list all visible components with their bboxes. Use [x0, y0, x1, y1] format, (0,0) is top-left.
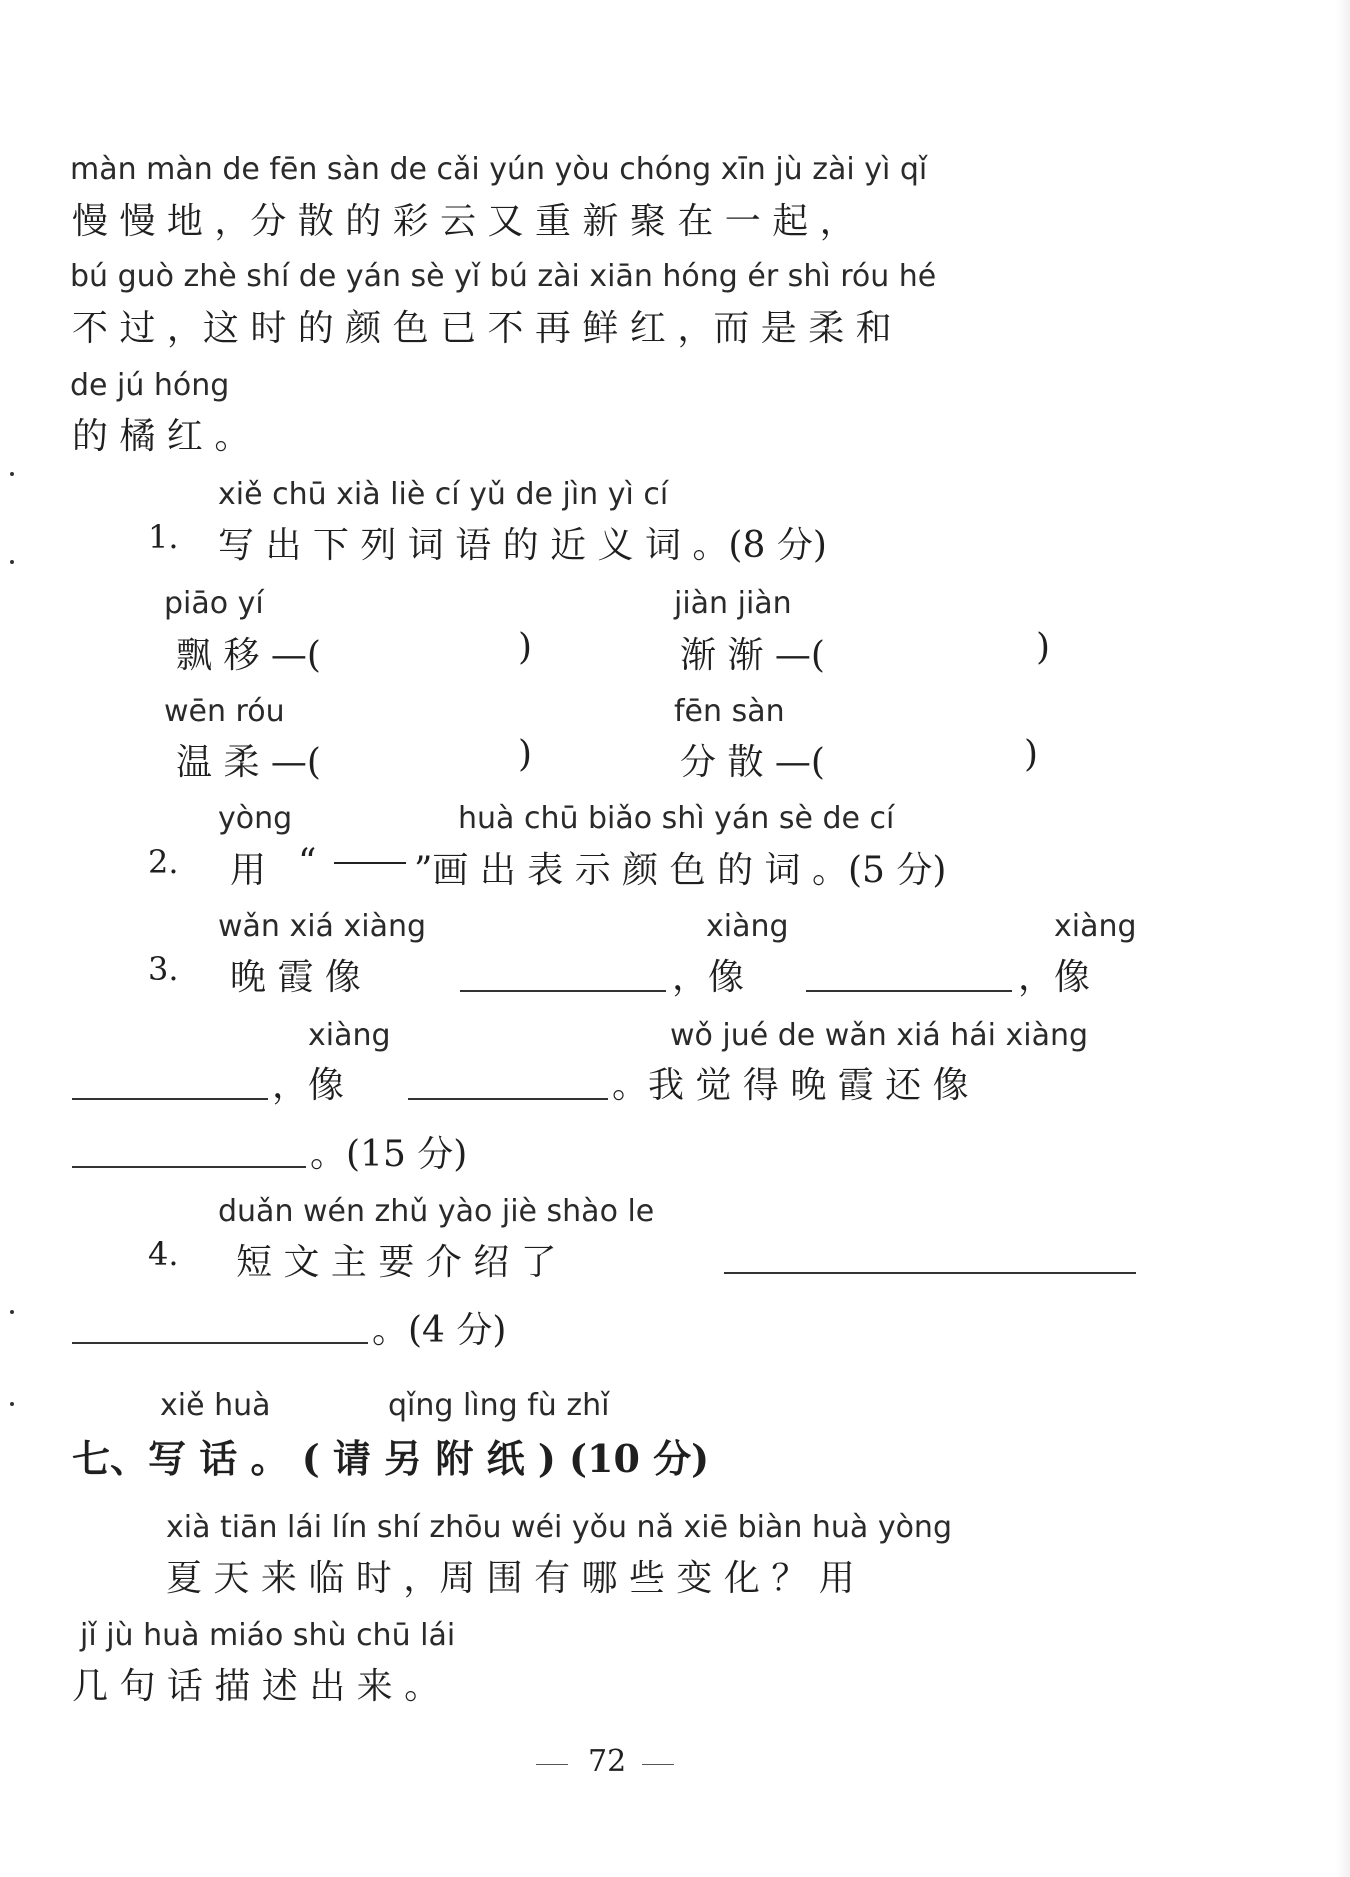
q1-item4-close: ): [1024, 734, 1039, 775]
q1-item2-close: ): [1036, 627, 1051, 668]
section7-pinyin-a: xiě huà: [160, 1388, 271, 1423]
q4-number: 4.: [148, 1235, 179, 1273]
margin-mark: [10, 1310, 14, 1314]
q1-item3-text: 温 柔 —(: [176, 742, 321, 783]
q3-pinyin-b: xiàng: [706, 909, 789, 944]
q3-sep-3: ，像: [272, 1065, 345, 1106]
page-number-dash-left: [536, 1764, 568, 1765]
q3-blank-5[interactable]: [72, 1166, 306, 1168]
q3-pinyin-e: wǒ jué de wǎn xiá hái xiàng: [670, 1018, 1089, 1053]
q2-text-c: ”画 出 表 示 颜 色 的 词 。(5 分): [414, 850, 947, 891]
underline-symbol: [334, 862, 406, 864]
q2-pinyin-b: huà chū biǎo shì yán sè de cí: [458, 801, 895, 836]
q2-pinyin-a: yòng: [218, 801, 293, 836]
q4-blank-1[interactable]: [724, 1272, 1136, 1274]
q1-item1-close: ): [518, 627, 533, 668]
q1-item2-pinyin: jiàn jiàn: [674, 586, 792, 621]
q4-end: 。(4 分): [372, 1310, 507, 1351]
page-number-dash-right: [642, 1764, 674, 1765]
q1-item1-pinyin: piāo yí: [164, 586, 264, 621]
section7-line1-text: 夏 天 来 临 时 ，周 围 有 哪 些 变 化 ？ 用: [166, 1558, 855, 1599]
section7-line2-text: 几 句 话 描 述 出 来 。: [72, 1666, 441, 1707]
passage-line2-pinyin: bú guò zhè shí de yán sè yǐ bú zài xiān hóng ér shì róu hé: [70, 259, 937, 294]
q4-pinyin: duǎn wén zhǔ yào jiè shào le: [218, 1194, 655, 1229]
q3-sep-1: ，像: [672, 957, 745, 998]
q3-pinyin-d: xiàng: [308, 1018, 391, 1053]
q3-pinyin-a: wǎn xiá xiàng: [218, 909, 427, 944]
page-number: 72: [588, 1744, 627, 1779]
q2-text-a: 用: [230, 850, 267, 891]
q3-end: 。(15 分): [310, 1134, 468, 1175]
q1-prompt: 写 出 下 列 词 语 的 近 义 词 。(8 分): [218, 525, 827, 566]
section7-heading: 七、写 话 。 ( 请 另 附 纸 ) (10 分): [72, 1436, 710, 1481]
q2-text-b: “: [298, 842, 317, 883]
q3-sep-2: ，像: [1018, 957, 1091, 998]
passage-line3-text: 的 橘 红 。: [72, 416, 251, 457]
passage-line1-pinyin: màn màn de fēn sàn de cǎi yún yòu chóng xīn jù zài yì qǐ: [70, 152, 928, 187]
margin-mark: [10, 1402, 14, 1406]
margin-mark: [10, 472, 14, 476]
q3-number: 3.: [148, 950, 179, 988]
q4-prompt: 短 文 主 要 介 绍 了: [236, 1242, 557, 1283]
q3-blank-1[interactable]: [460, 990, 666, 992]
q4-blank-2[interactable]: [72, 1342, 368, 1344]
section7-pinyin-b: qǐng lìng fù zhǐ: [388, 1388, 610, 1423]
q1-item4-text: 分 散 —(: [680, 742, 825, 783]
q3-pinyin-c: xiàng: [1054, 909, 1137, 944]
q3-blank-4[interactable]: [408, 1098, 608, 1100]
q2-number: 2.: [148, 843, 179, 881]
q1-number: 1.: [148, 518, 179, 556]
section7-line1-pinyin: xià tiān lái lín shí zhōu wéi yǒu nǎ xiē biàn huà yòng: [166, 1510, 952, 1545]
q3-text-a: 晚 霞 像: [230, 957, 361, 998]
q3-blank-3[interactable]: [72, 1098, 268, 1100]
q3-blank-2[interactable]: [806, 990, 1012, 992]
q1-item2-text: 渐 渐 —(: [680, 635, 825, 676]
margin-mark: [10, 560, 14, 564]
passage-line3-pinyin: de jú hóng: [70, 368, 230, 403]
q1-item4-pinyin: fēn sàn: [674, 694, 785, 729]
section7-line2-pinyin: jǐ jù huà miáo shù chū lái: [80, 1618, 456, 1653]
q1-item3-close: ): [518, 734, 533, 775]
passage-line1-text: 慢 慢 地 ，分 散 的 彩 云 又 重 新 聚 在 一 起 ，: [72, 201, 856, 242]
q3-sep-4: 。我 觉 得 晚 霞 还 像: [612, 1065, 969, 1106]
passage-line2-text: 不 过 ，这 时 的 颜 色 已 不 再 鲜 红 ，而 是 柔 和: [72, 308, 892, 349]
page-edge-shadow: [1336, 0, 1350, 1877]
q1-item1-text: 飘 移 —(: [176, 635, 321, 676]
q1-item3-pinyin: wēn róu: [164, 694, 285, 729]
q1-pinyin: xiě chū xià liè cí yǔ de jìn yì cí: [218, 477, 669, 512]
